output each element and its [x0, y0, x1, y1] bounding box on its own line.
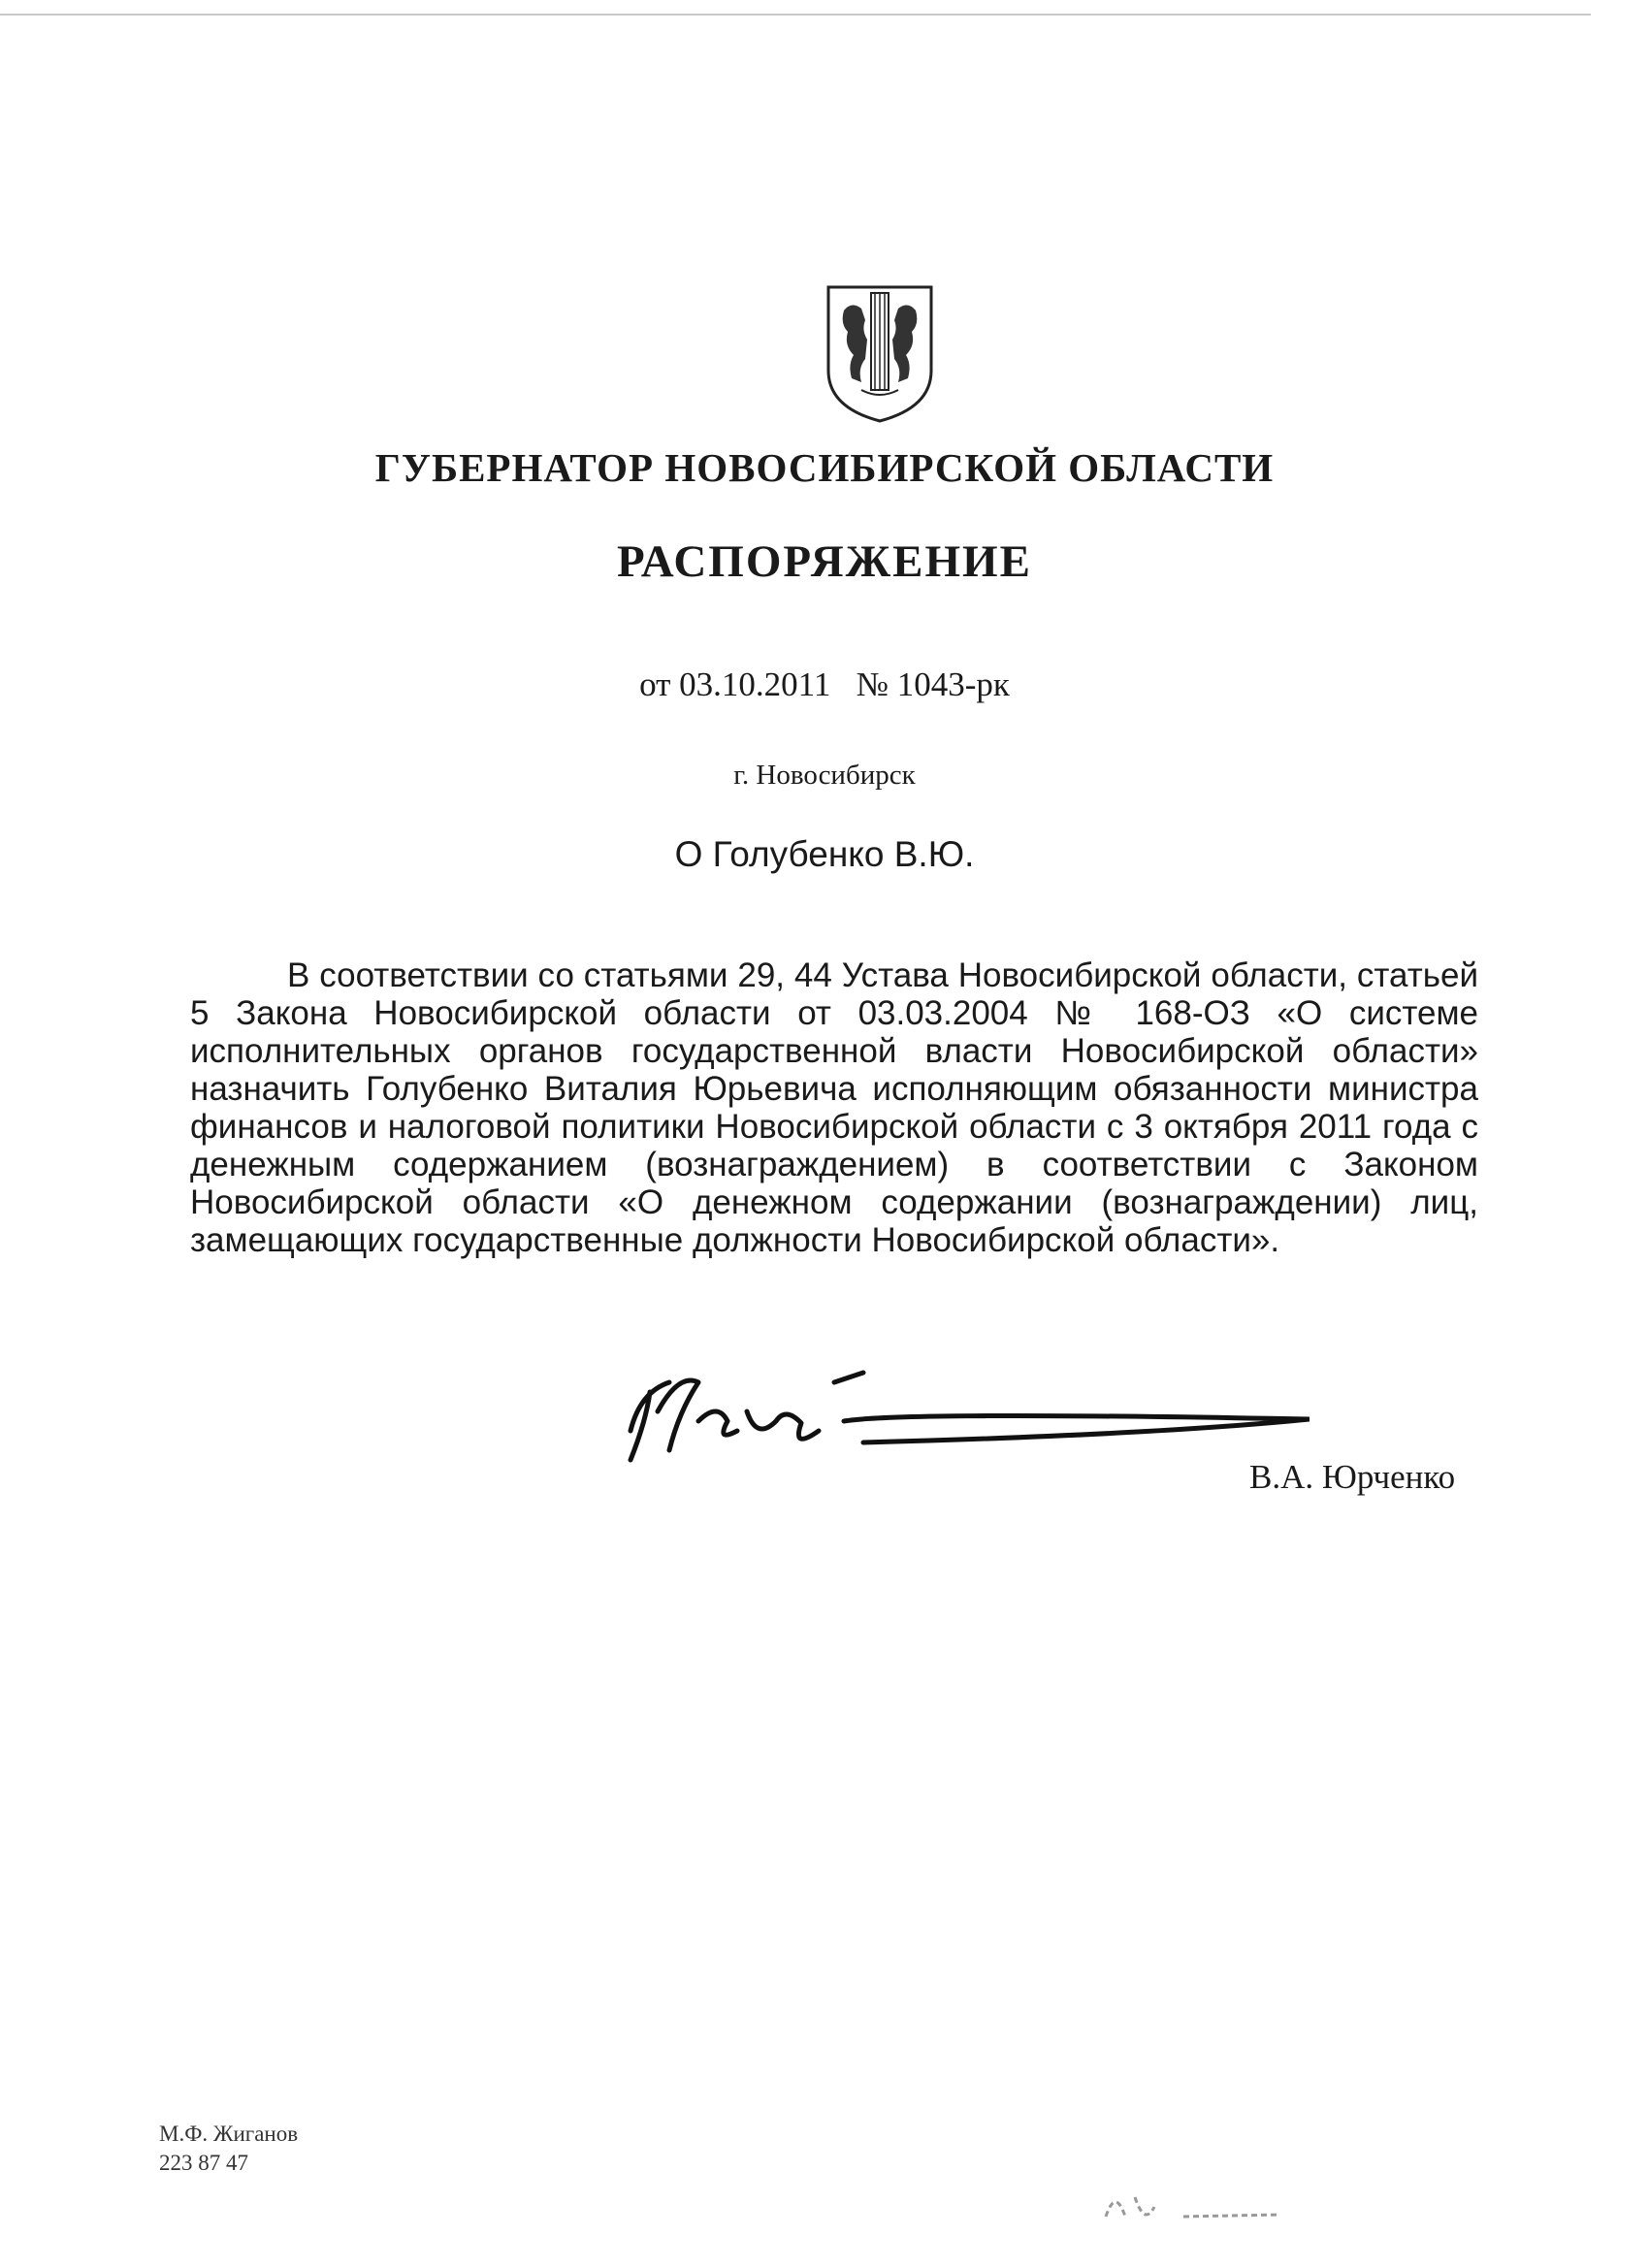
city-line: г. Новосибирск	[733, 760, 916, 791]
faint-stamp-mark	[1096, 2168, 1290, 2246]
signer-name: В.А. Юрченко	[1249, 1458, 1456, 1496]
issuer-title: ГУБЕРНАТОР НОВОСИБИРСКОЙ ОБЛАСТИ	[374, 445, 1275, 490]
document-date: 03.10.2011	[679, 665, 831, 703]
document-type: РАСПОРЯЖЕНИЕ	[617, 536, 1032, 587]
document-body: В соответствии со статьями 29, 44 Устава Новосибирской области, статьей 5 Закона Новосибирской области от 03.03.2004 № 168-ОЗ «О системе исполнительных органов государственной власти Новосибирской области» назначить Голубенко Виталия Юрьевича исполняющим обязанности министра финансов и налоговой политики Новосибирской области с 3 октября 2011 года с денежным содержанием (вознаграждением) в соответствии с Законом Новосибирской области «О денежном содержании (вознаграждении) лиц, замещающих государственные должности Новосибирской области».	[190, 956, 1478, 1259]
date-prefix: от	[639, 665, 671, 703]
contact-block	[159, 2120, 298, 2178]
date-number-line	[0, 665, 1649, 704]
document-number: 1043-рк	[896, 665, 1010, 703]
coat-of-arms-icon	[823, 281, 937, 425]
contact-phone: 223 87 47	[159, 2151, 248, 2175]
number-sign: №	[856, 665, 889, 703]
handwritten-signature	[611, 1353, 1310, 1489]
scan-top-edge	[0, 14, 1591, 16]
contact-name: М.Ф. Жиганов	[159, 2122, 299, 2146]
document-subject: О Голубенко В.Ю.	[674, 834, 975, 874]
